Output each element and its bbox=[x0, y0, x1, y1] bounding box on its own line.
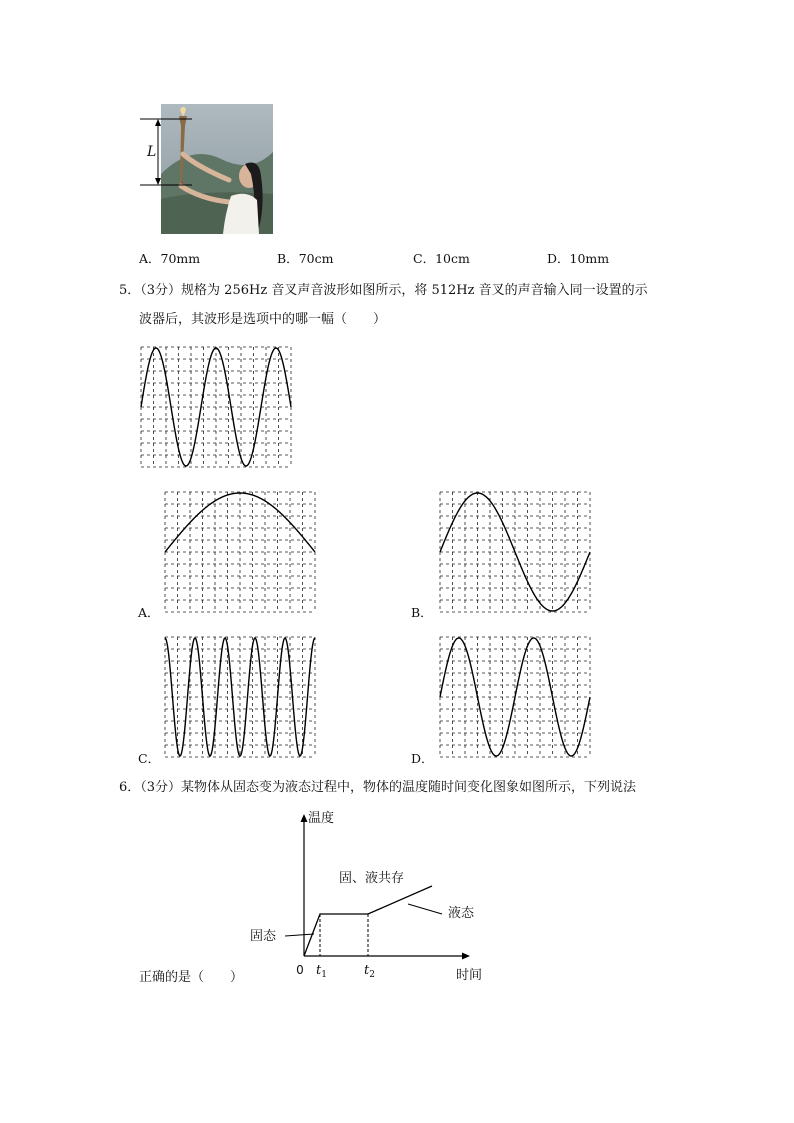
length-label: L bbox=[147, 144, 157, 160]
x-tick-label: $t_2$ bbox=[364, 963, 375, 980]
option-d-waveform[interactable] bbox=[439, 636, 591, 758]
origin-label: 0 bbox=[296, 963, 304, 977]
q5-option-c-label[interactable]: C． bbox=[138, 751, 161, 766]
reference-waveform bbox=[140, 346, 292, 468]
q4-option-b[interactable]: B．70cm bbox=[277, 251, 334, 266]
coexist-annotation: 固、液共存 bbox=[339, 871, 405, 886]
q5-stem-line1: 5．（3分）规格为 256Hz 音叉声音波形如图所示，将 512Hz 音叉的声音输入同一设置的示 bbox=[119, 283, 648, 298]
option-a-waveform[interactable] bbox=[164, 491, 316, 613]
q5-option-d-label[interactable]: D． bbox=[411, 751, 434, 766]
x-axis-label: 时间 bbox=[456, 968, 483, 983]
x-axis-arrow bbox=[462, 953, 470, 960]
q5-stem-line2: 波器后，其波形是选项中的哪一幅（ ） bbox=[139, 312, 387, 327]
q6-stem-tail: 正确的是（ ） bbox=[139, 970, 244, 985]
length-marker bbox=[136, 112, 196, 192]
q4-option-c[interactable]: C．10cm bbox=[413, 251, 470, 266]
x-tick-subscript: 1 bbox=[321, 970, 327, 980]
temperature-time-chart bbox=[238, 800, 500, 990]
x-tick-label: $t_1$ bbox=[316, 963, 327, 980]
y-axis-arrow bbox=[301, 814, 308, 822]
q4-option-d[interactable]: D．10mm bbox=[547, 251, 610, 266]
q4-option-a[interactable]: A．70mm bbox=[139, 251, 201, 266]
y-axis-label: 温度 bbox=[308, 811, 335, 826]
solid-annotation: 固态 bbox=[250, 929, 277, 944]
liquid-leader-line bbox=[408, 904, 442, 914]
option-b-waveform[interactable] bbox=[439, 491, 591, 613]
q5-option-b-label[interactable]: B． bbox=[411, 605, 433, 620]
liquid-annotation: 液态 bbox=[448, 906, 475, 921]
q6-stem: 6．（3分）某物体从固态变为液态过程中，物体的温度随时间变化图象如图所示，下列说法 bbox=[119, 780, 637, 795]
option-c-waveform[interactable] bbox=[164, 636, 316, 758]
q5-option-a-label[interactable]: A． bbox=[138, 605, 160, 620]
solid-leader-line bbox=[285, 934, 314, 936]
x-tick-subscript: 2 bbox=[369, 970, 375, 980]
